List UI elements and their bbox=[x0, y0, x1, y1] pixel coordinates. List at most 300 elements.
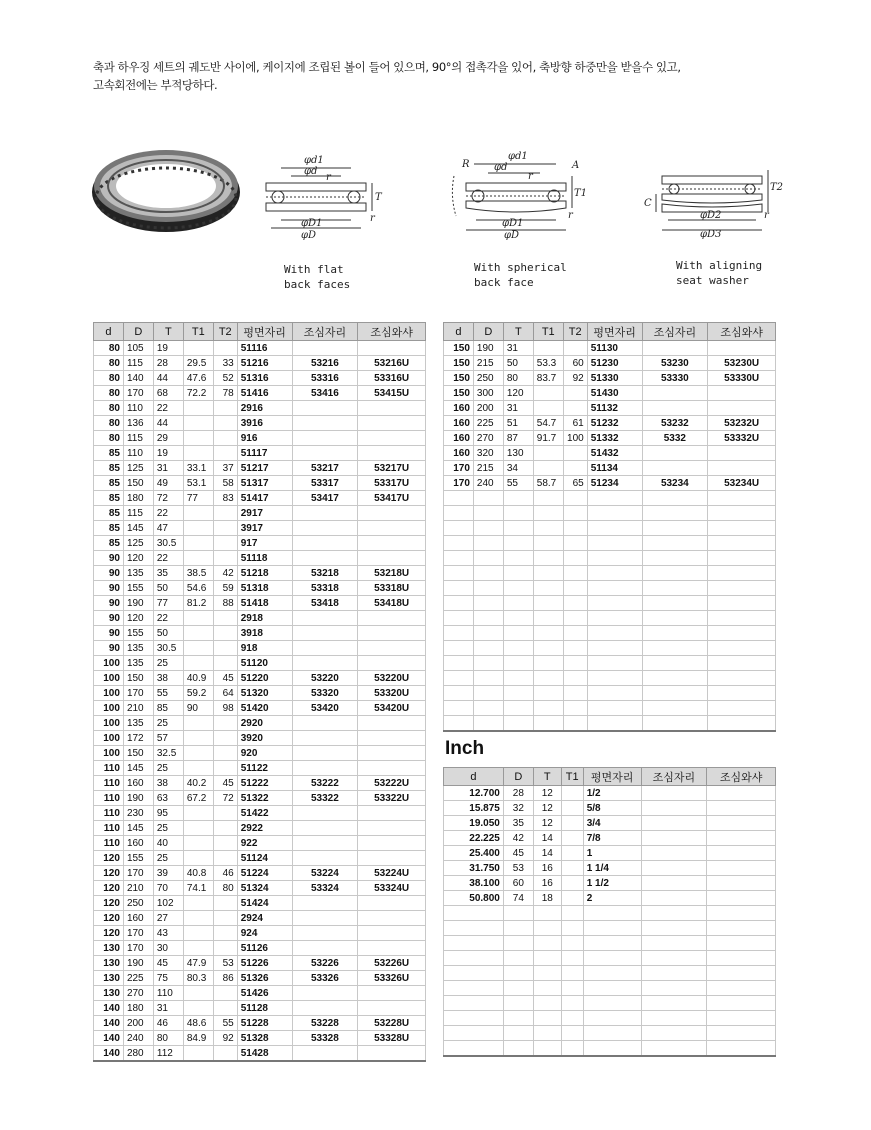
spherical-caption-2: back face bbox=[474, 276, 534, 289]
table-cell bbox=[292, 506, 358, 521]
table-row bbox=[94, 1016, 426, 1031]
table-cell: 53.1 bbox=[183, 476, 213, 491]
empty-cell bbox=[503, 521, 533, 536]
table-cell: 44 bbox=[153, 371, 183, 386]
empty-cell bbox=[473, 536, 503, 551]
table-cell: 74 bbox=[503, 891, 533, 906]
table-row bbox=[94, 746, 426, 761]
table-cell: 22.225 bbox=[444, 831, 504, 846]
table-cell: 51120 bbox=[237, 656, 292, 671]
table-cell: 57 bbox=[153, 731, 183, 746]
empty-cell bbox=[561, 1026, 583, 1041]
empty-cell bbox=[444, 491, 474, 506]
table-row bbox=[94, 926, 426, 941]
empty-cell bbox=[561, 921, 583, 936]
column-header: T1 bbox=[533, 323, 563, 341]
table-cell bbox=[292, 731, 358, 746]
empty-cell bbox=[641, 1026, 707, 1041]
table-cell: 51424 bbox=[237, 896, 292, 911]
table-cell: 100 bbox=[94, 701, 124, 716]
table-cell: 120 bbox=[94, 911, 124, 926]
empty-cell bbox=[587, 551, 642, 566]
flat-caption bbox=[284, 262, 350, 292]
empty-cell bbox=[587, 506, 642, 521]
table-cell: 51432 bbox=[587, 446, 642, 461]
empty-row bbox=[444, 611, 776, 626]
empty-cell bbox=[641, 936, 707, 951]
table-cell: 51328 bbox=[237, 1031, 292, 1046]
table-cell bbox=[183, 731, 213, 746]
empty-cell bbox=[444, 701, 474, 716]
table-cell: 125 bbox=[123, 536, 153, 551]
table-cell: 51322 bbox=[237, 791, 292, 806]
table-cell: 53328U bbox=[358, 1031, 426, 1046]
table-cell: 140 bbox=[123, 371, 153, 386]
table-cell bbox=[292, 401, 358, 416]
empty-cell bbox=[707, 936, 776, 951]
empty-cell bbox=[642, 581, 708, 596]
table-cell: 85 bbox=[94, 536, 124, 551]
table-cell: 160 bbox=[123, 776, 153, 791]
empty-cell bbox=[642, 716, 708, 732]
table-row bbox=[94, 566, 426, 581]
empty-cell bbox=[708, 716, 776, 732]
table-row bbox=[94, 791, 426, 806]
table-cell bbox=[358, 416, 426, 431]
column-header: T1 bbox=[561, 768, 583, 786]
empty-cell bbox=[533, 656, 563, 671]
table-cell: 55 bbox=[503, 476, 533, 491]
empty-cell bbox=[563, 626, 587, 641]
empty-cell bbox=[708, 701, 776, 716]
table-cell bbox=[213, 506, 237, 521]
table-cell: 53416 bbox=[292, 386, 358, 401]
table-cell: 135 bbox=[123, 716, 153, 731]
label-sd: φd bbox=[494, 162, 508, 173]
table-cell: 88 bbox=[213, 596, 237, 611]
table-cell bbox=[213, 536, 237, 551]
empty-cell bbox=[473, 611, 503, 626]
table-cell bbox=[358, 521, 426, 536]
table-cell: 45 bbox=[213, 776, 237, 791]
table-cell: 14 bbox=[533, 831, 561, 846]
table-cell bbox=[642, 341, 708, 356]
table-cell bbox=[183, 896, 213, 911]
table-cell bbox=[358, 446, 426, 461]
table-cell bbox=[561, 876, 583, 891]
table-row bbox=[444, 446, 776, 461]
table-cell: 300 bbox=[473, 386, 503, 401]
table-cell: 135 bbox=[123, 656, 153, 671]
table-cell: 51318 bbox=[237, 581, 292, 596]
empty-cell bbox=[642, 521, 708, 536]
table-row bbox=[94, 836, 426, 851]
table-row bbox=[444, 816, 776, 831]
table-cell bbox=[292, 821, 358, 836]
empty-cell bbox=[444, 641, 474, 656]
table-cell: 1 bbox=[583, 846, 641, 861]
table-cell bbox=[707, 846, 776, 861]
table-cell: 80 bbox=[94, 356, 124, 371]
empty-cell bbox=[587, 686, 642, 701]
empty-cell bbox=[444, 966, 504, 981]
table-cell: 105 bbox=[123, 341, 153, 356]
table-cell: 31 bbox=[153, 1001, 183, 1016]
label-T2: T2 bbox=[770, 182, 784, 193]
table-cell: 2920 bbox=[237, 716, 292, 731]
label-d: φd bbox=[304, 166, 318, 177]
table-cell: 53.3 bbox=[533, 356, 563, 371]
table-cell bbox=[533, 446, 563, 461]
empty-cell bbox=[533, 686, 563, 701]
table-cell: 3917 bbox=[237, 521, 292, 536]
empty-cell bbox=[641, 966, 707, 981]
table-cell: 51124 bbox=[237, 851, 292, 866]
table-row bbox=[444, 416, 776, 431]
table-cell: 16 bbox=[533, 861, 561, 876]
table-cell: 170 bbox=[444, 461, 474, 476]
table-cell: 51132 bbox=[587, 401, 642, 416]
table-row bbox=[444, 891, 776, 906]
table-cell: 53420 bbox=[292, 701, 358, 716]
table-cell: 120 bbox=[503, 386, 533, 401]
empty-cell bbox=[587, 536, 642, 551]
table-cell: 53326 bbox=[292, 971, 358, 986]
table-cell: 155 bbox=[123, 581, 153, 596]
table-cell: 50 bbox=[153, 581, 183, 596]
table-cell: 25 bbox=[153, 821, 183, 836]
table-row bbox=[444, 371, 776, 386]
empty-cell bbox=[444, 996, 504, 1011]
table-cell: 230 bbox=[123, 806, 153, 821]
empty-cell bbox=[533, 1026, 561, 1041]
empty-cell bbox=[444, 1026, 504, 1041]
table-row bbox=[444, 431, 776, 446]
empty-cell bbox=[583, 1011, 641, 1026]
table-cell bbox=[183, 1046, 213, 1062]
empty-cell bbox=[587, 626, 642, 641]
table-cell: 120 bbox=[94, 881, 124, 896]
table-cell bbox=[707, 831, 776, 846]
empty-cell bbox=[533, 981, 561, 996]
inch-heading: Inch bbox=[445, 738, 485, 759]
table-row bbox=[94, 1031, 426, 1046]
metric-table-left bbox=[93, 322, 426, 1062]
empty-cell bbox=[444, 671, 474, 686]
empty-cell bbox=[473, 716, 503, 732]
table-cell: 51118 bbox=[237, 551, 292, 566]
empty-cell bbox=[503, 951, 533, 966]
label-D1: φD1 bbox=[301, 218, 323, 229]
table-cell: 33 bbox=[213, 356, 237, 371]
table-cell bbox=[358, 806, 426, 821]
empty-cell bbox=[707, 921, 776, 936]
empty-cell bbox=[503, 596, 533, 611]
table-cell: 110 bbox=[94, 761, 124, 776]
table-cell bbox=[183, 806, 213, 821]
empty-row bbox=[444, 596, 776, 611]
table-cell bbox=[642, 461, 708, 476]
spherical-caption-1: With spherical bbox=[474, 261, 567, 274]
table-cell bbox=[183, 761, 213, 776]
table-cell: 115 bbox=[123, 356, 153, 371]
table-cell: 170 bbox=[123, 386, 153, 401]
table-cell bbox=[183, 506, 213, 521]
table-cell: 53228U bbox=[358, 1016, 426, 1031]
table-cell: 270 bbox=[473, 431, 503, 446]
table-cell: 48.6 bbox=[183, 1016, 213, 1031]
table-cell: 65 bbox=[563, 476, 587, 491]
table-cell bbox=[213, 821, 237, 836]
table-cell: 2917 bbox=[237, 506, 292, 521]
table-cell: 53415U bbox=[358, 386, 426, 401]
table-cell: 87 bbox=[503, 431, 533, 446]
table-cell: 100 bbox=[94, 716, 124, 731]
table-cell: 51117 bbox=[237, 446, 292, 461]
table-cell bbox=[183, 821, 213, 836]
table-cell bbox=[183, 446, 213, 461]
table-cell: 922 bbox=[237, 836, 292, 851]
empty-cell bbox=[473, 641, 503, 656]
table-cell: 40 bbox=[153, 836, 183, 851]
table-cell bbox=[292, 431, 358, 446]
empty-cell bbox=[473, 506, 503, 521]
table-cell: 53218 bbox=[292, 566, 358, 581]
label-R: R bbox=[462, 159, 470, 170]
label-D2: φD2 bbox=[700, 210, 722, 221]
empty-cell bbox=[563, 701, 587, 716]
empty-cell bbox=[533, 491, 563, 506]
table-cell: 28 bbox=[153, 356, 183, 371]
table-cell bbox=[213, 431, 237, 446]
column-header: 조심와샤 bbox=[708, 323, 776, 341]
empty-cell bbox=[707, 906, 776, 921]
column-header: T1 bbox=[183, 323, 213, 341]
label-T1: T1 bbox=[574, 188, 588, 199]
empty-cell bbox=[641, 906, 707, 921]
empty-cell bbox=[707, 1026, 776, 1041]
empty-cell bbox=[473, 701, 503, 716]
intro-line-2: 고속회전에는 부적당하다. bbox=[93, 78, 218, 92]
table-cell: 45 bbox=[213, 671, 237, 686]
label-D3: φD3 bbox=[700, 229, 722, 240]
empty-cell bbox=[444, 686, 474, 701]
table-row bbox=[94, 476, 426, 491]
table-cell bbox=[533, 386, 563, 401]
table-cell: 916 bbox=[237, 431, 292, 446]
table-row bbox=[94, 461, 426, 476]
table-row bbox=[444, 356, 776, 371]
table-cell bbox=[358, 431, 426, 446]
label-sr: r bbox=[528, 171, 533, 182]
table-cell bbox=[358, 821, 426, 836]
empty-row bbox=[444, 566, 776, 581]
bearing-photo bbox=[88, 140, 248, 240]
table-cell: 53316 bbox=[292, 371, 358, 386]
table-cell: 53320 bbox=[292, 686, 358, 701]
table-cell bbox=[183, 626, 213, 641]
table-cell bbox=[183, 986, 213, 1001]
empty-cell bbox=[444, 716, 474, 732]
table-cell: 51417 bbox=[237, 491, 292, 506]
table-cell: 78 bbox=[213, 386, 237, 401]
table-cell: 74.1 bbox=[183, 881, 213, 896]
table-cell: 86 bbox=[213, 971, 237, 986]
empty-cell bbox=[503, 686, 533, 701]
table-cell bbox=[358, 656, 426, 671]
table-cell: 25 bbox=[153, 656, 183, 671]
table-cell bbox=[563, 341, 587, 356]
table-cell bbox=[292, 746, 358, 761]
empty-cell bbox=[707, 966, 776, 981]
table-cell bbox=[213, 611, 237, 626]
table-cell: 215 bbox=[473, 461, 503, 476]
table-cell: 40.9 bbox=[183, 671, 213, 686]
empty-row bbox=[444, 996, 776, 1011]
table-cell: 12.700 bbox=[444, 786, 504, 801]
table-cell: 50 bbox=[153, 626, 183, 641]
column-header: T2 bbox=[213, 323, 237, 341]
table-cell: 51326 bbox=[237, 971, 292, 986]
table-cell bbox=[641, 861, 707, 876]
table-cell bbox=[292, 806, 358, 821]
table-cell: 51134 bbox=[587, 461, 642, 476]
empty-cell bbox=[503, 626, 533, 641]
table-cell: 25.400 bbox=[444, 846, 504, 861]
table-cell bbox=[641, 891, 707, 906]
empty-cell bbox=[563, 566, 587, 581]
table-cell bbox=[533, 461, 563, 476]
empty-cell bbox=[641, 1041, 707, 1057]
table-cell bbox=[292, 896, 358, 911]
table-cell: 72.2 bbox=[183, 386, 213, 401]
empty-row bbox=[444, 966, 776, 981]
empty-cell bbox=[708, 626, 776, 641]
empty-cell bbox=[473, 686, 503, 701]
empty-row bbox=[444, 536, 776, 551]
table-cell bbox=[707, 786, 776, 801]
empty-cell bbox=[444, 536, 474, 551]
table-cell bbox=[183, 611, 213, 626]
table-cell: 49 bbox=[153, 476, 183, 491]
table-cell: 28 bbox=[503, 786, 533, 801]
table-cell: 72 bbox=[213, 791, 237, 806]
table-cell: 98 bbox=[213, 701, 237, 716]
empty-cell bbox=[707, 996, 776, 1011]
empty-cell bbox=[561, 996, 583, 1011]
empty-cell bbox=[444, 521, 474, 536]
table-cell bbox=[707, 876, 776, 891]
table-cell: 53228 bbox=[292, 1016, 358, 1031]
table-cell: 3918 bbox=[237, 626, 292, 641]
empty-cell bbox=[503, 566, 533, 581]
table-cell: 200 bbox=[123, 1016, 153, 1031]
column-header: 조심와샤 bbox=[358, 323, 426, 341]
table-cell bbox=[561, 891, 583, 906]
table-cell: 31 bbox=[503, 341, 533, 356]
inch-header-row bbox=[444, 768, 776, 786]
empty-cell bbox=[503, 581, 533, 596]
empty-cell bbox=[533, 996, 561, 1011]
table-cell bbox=[561, 831, 583, 846]
table-cell: 150 bbox=[444, 371, 474, 386]
table-cell: 51426 bbox=[237, 986, 292, 1001]
table-cell: 53316U bbox=[358, 371, 426, 386]
table-cell: 110 bbox=[123, 401, 153, 416]
label-sD1: φD1 bbox=[502, 218, 524, 229]
table-cell: 1 1/2 bbox=[583, 876, 641, 891]
empty-row bbox=[444, 951, 776, 966]
empty-cell bbox=[583, 966, 641, 981]
column-header: D bbox=[503, 768, 533, 786]
table-cell: 80 bbox=[94, 416, 124, 431]
table-cell: 110 bbox=[94, 791, 124, 806]
table-row bbox=[94, 821, 426, 836]
table-cell: 30.5 bbox=[153, 536, 183, 551]
table-cell bbox=[641, 816, 707, 831]
empty-cell bbox=[583, 1026, 641, 1041]
table-cell: 44 bbox=[153, 416, 183, 431]
table-row bbox=[444, 786, 776, 801]
table-cell: 51226 bbox=[237, 956, 292, 971]
table-cell: 2922 bbox=[237, 821, 292, 836]
table-cell: 2918 bbox=[237, 611, 292, 626]
metric-table-right bbox=[443, 322, 776, 732]
empty-cell bbox=[561, 1011, 583, 1026]
empty-cell bbox=[561, 936, 583, 951]
table-cell bbox=[183, 941, 213, 956]
empty-cell bbox=[587, 566, 642, 581]
table-cell bbox=[183, 1001, 213, 1016]
table-cell: 92 bbox=[213, 1031, 237, 1046]
table-cell bbox=[183, 746, 213, 761]
table-cell: 85 bbox=[94, 461, 124, 476]
empty-cell bbox=[533, 1041, 561, 1057]
table-row bbox=[94, 716, 426, 731]
table-cell: 90 bbox=[94, 551, 124, 566]
table-cell: 53217 bbox=[292, 461, 358, 476]
table-cell: 59 bbox=[213, 581, 237, 596]
table-cell: 53230U bbox=[708, 356, 776, 371]
table-cell bbox=[358, 941, 426, 956]
empty-row bbox=[444, 581, 776, 596]
table-cell: 918 bbox=[237, 641, 292, 656]
empty-row bbox=[444, 686, 776, 701]
table-cell: 19 bbox=[153, 341, 183, 356]
empty-cell bbox=[563, 671, 587, 686]
table-row bbox=[94, 491, 426, 506]
table-cell: 51217 bbox=[237, 461, 292, 476]
table-cell: 80 bbox=[94, 431, 124, 446]
empty-row bbox=[444, 551, 776, 566]
label-C: C bbox=[644, 198, 652, 209]
table-cell bbox=[183, 926, 213, 941]
table-row bbox=[444, 476, 776, 491]
empty-cell bbox=[503, 671, 533, 686]
empty-cell bbox=[533, 596, 563, 611]
empty-cell bbox=[708, 686, 776, 701]
empty-cell bbox=[444, 506, 474, 521]
table-cell: 38 bbox=[153, 671, 183, 686]
table-cell: 83.7 bbox=[533, 371, 563, 386]
table-row bbox=[444, 861, 776, 876]
table-cell: 85 bbox=[94, 446, 124, 461]
table-cell: 32 bbox=[503, 801, 533, 816]
empty-cell bbox=[444, 981, 504, 996]
empty-cell bbox=[708, 611, 776, 626]
inch-table bbox=[443, 767, 776, 1057]
empty-cell bbox=[563, 641, 587, 656]
